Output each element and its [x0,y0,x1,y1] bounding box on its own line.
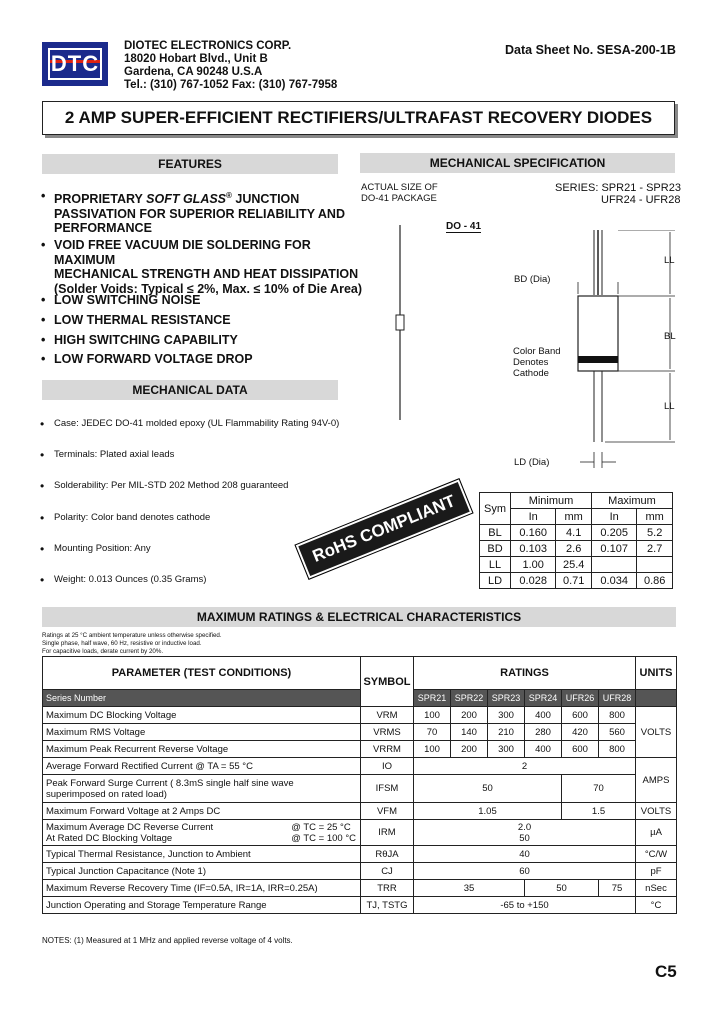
unit-cell: VOLTS [636,707,677,758]
symbol-cell: RθJA [361,846,414,863]
value-cell: 50 [525,880,599,897]
param-cell: Typical Thermal Resistance, Junction to Ambient [43,846,361,863]
series-label [555,182,681,206]
feature-text: LOW FORWARD VOLTAGE DROP [54,352,253,366]
company-name: DIOTEC ELECTRONICS CORP. [124,40,292,52]
table-cell: 0.028 [511,573,556,589]
mech-data-text: Polarity: Color band denotes cathode [54,512,211,523]
value-cell: 1.05 [414,803,562,820]
feature-item-2 [41,238,364,296]
ratings-note-line: Single phase, half wave, 60 Hz, resistive or inductive load. [42,640,202,647]
color-band-note [513,346,561,379]
col-symbol-header: SYMBOL [361,657,414,707]
mech-data-item [40,542,151,556]
feature-text: PERFORMANCE [54,221,152,236]
param-cell [43,820,361,846]
footnote: NOTES: (1) Measured at 1 MHz and applied reverse voltage of 4 volts. [42,936,293,945]
param-line: superimposed on rated load) [46,788,167,800]
value-cell: -65 to +150 [414,897,636,914]
dim-header-min: Minimum [511,493,592,509]
band-note-line: Cathode [513,368,549,379]
ratings-notes [42,632,222,656]
symbol-cell: VRM [361,707,414,724]
mech-data-text: Mounting Position: Any [54,543,151,554]
symbol-cell: TRR [361,880,414,897]
value-cell: 210 [488,724,525,741]
page-title: 2 AMP SUPER-EFFICIENT RECTIFIERS/ULTRAFAST RECOVERY DIODES [42,101,675,135]
symbol-cell: CJ [361,863,414,880]
feature-item-6 [41,352,253,367]
rohs-compliant-badge: RoHS COMPLIANT [296,479,473,578]
dim-unit-in: In [511,509,556,525]
param-cell: Average Forward Rectified Current @ TA = 55 °C [43,758,361,775]
address-line-1: 18020 Hobart Blvd., Unit B [124,53,268,65]
value-cell: 600 [562,741,599,758]
feature-text: MECHANICAL STRENGTH AND HEAT DISSIPATION [54,267,359,281]
symbol-cell: IRM [361,820,414,846]
series-blank-cell [636,690,677,707]
col-units-header: UNITS [636,657,677,690]
feature-text: (Solder Voids: Typical ≤ 2%, Max. ≤ 10% of Die Area) [54,281,363,296]
series-number-label: Series Number [43,690,361,707]
feature-text-italic: SOFT GLASS [146,192,227,207]
col-param-header: PARAMETER (TEST CONDITIONS) [43,657,361,690]
table-cell: 0.034 [592,573,637,589]
symbol-cell: VFM [361,803,414,820]
bullet-icon: • [41,189,46,203]
dim-unit-mm: mm [637,509,673,525]
mech-data-text: Solderability: Per MIL-STD 202 Method 208 guaranteed [54,480,289,491]
bullet-icon: • [40,511,45,525]
mech-data-item [40,573,207,587]
series-range-2: UFR24 - UFR28 [601,194,681,206]
bullet-icon: • [40,448,45,462]
param-cell: Maximum RMS Voltage [43,724,361,741]
dim-header-max: Maximum [592,493,673,509]
feature-item-4 [41,313,231,328]
table-row [480,573,673,589]
mech-data-item [40,417,340,431]
bullet-icon: • [40,417,45,431]
unit-cell: µA [636,820,677,846]
mech-data-text: Case: JEDEC DO-41 molded epoxy (UL Flammability Rating 94V-0) [54,418,340,429]
bullet-icon: • [41,333,46,347]
value-cell: 50 [414,775,562,803]
series-cell: UFR26 [562,690,599,707]
table-cell: 2.7 [637,541,673,557]
dim-unit-mm: mm [556,509,592,525]
param-cell: Maximum DC Blocking Voltage [43,707,361,724]
bullet-icon: • [41,313,46,327]
value-cell: 140 [451,724,488,741]
actual-size-diode-icon [390,225,415,425]
address-line-2: Gardena, CA 90248 U.S.A [124,66,263,78]
table-cell: LD [480,573,511,589]
mechanical-data-heading: MECHANICAL DATA [42,380,338,400]
param-cell: Maximum Peak Recurrent Reverse Voltage [43,741,361,758]
feature-text: PROPRIETARY [54,192,147,207]
bullet-icon: • [41,238,46,252]
feature-item-5 [41,333,238,348]
mech-data-text: Weight: 0.013 Ounces (0.35 Grams) [54,574,207,585]
table-cell: 5.2 [637,525,673,541]
symbol-cell: IO [361,758,414,775]
page-id: C5 [655,962,677,981]
table-cell [637,557,673,573]
value-cell: 70 [414,724,451,741]
unit-cell: AMPS [636,758,677,803]
table-row [43,724,677,741]
unit-cell: pF [636,863,677,880]
registered-mark: ® [226,191,232,200]
table-cell: BL [480,525,511,541]
symbol-cell: VRMS [361,724,414,741]
table-cell: LL [480,557,511,573]
symbol-cell: TJ, TSTG [361,897,414,914]
unit-cell: VOLTS [636,803,677,820]
param-line: At Rated DC Blocking Voltage [46,832,173,844]
bullet-icon: • [40,542,45,556]
company-logo [42,42,108,86]
unit-cell: nSec [636,880,677,897]
value-cell: 75 [599,880,636,897]
series-cell: SPR21 [414,690,451,707]
value-cell: 200 [451,707,488,724]
table-row [480,557,673,573]
param-cell: Maximum Forward Voltage at 2 Amps DC [43,803,361,820]
table-row [43,846,677,863]
value-cell: 40 [414,846,636,863]
package-text: DO-41 PACKAGE [361,193,437,204]
value-cell: 300 [488,741,525,758]
table-cell: 0.71 [556,573,592,589]
table-cell: 0.205 [592,525,637,541]
value-cell: 400 [525,707,562,724]
table-cell: 0.107 [592,541,637,557]
series-caption: SERIES: [555,182,599,194]
table-cell: 4.1 [556,525,592,541]
value-cell: 100 [414,707,451,724]
ratings-note-line: For capacitive loads, derate current by 20%. [42,648,164,655]
table-row [480,525,673,541]
table-row [43,863,677,880]
table-row [43,758,677,775]
param-cell: Typical Junction Capacitance (Note 1) [43,863,361,880]
table-row [43,820,677,846]
table-row [43,707,677,724]
col-ratings-header: RATINGS [414,657,636,690]
value-cell: 600 [562,707,599,724]
series-cell: SPR24 [525,690,562,707]
mechanical-spec-heading: MECHANICAL SPECIFICATION [360,153,675,173]
dim-header-sym: Sym [480,493,511,525]
value-cell: 35 [414,880,525,897]
mech-data-item [40,511,211,525]
table-row [43,897,677,914]
condition-line: @ TC = 25 °C [291,822,351,833]
condition-line: @ TC = 100 °C [291,833,356,844]
table-cell: 1.00 [511,557,556,573]
feature-text: PASSIVATION FOR SUPERIOR RELIABILITY AND [54,206,345,221]
irm-conditions [291,822,356,844]
feature-text: HIGH SWITCHING CAPABILITY [54,333,238,347]
value-cell: 560 [599,724,636,741]
unit-cell: °C/W [636,846,677,863]
value-cell: 100 [414,741,451,758]
mech-data-item [40,479,289,493]
bl-label: BL [664,331,676,342]
feature-text: LOW SWITCHING NOISE [54,293,201,307]
datasheet-number: Data Sheet No. SESA-200-1B [505,43,676,57]
band-note-line: Denotes [513,357,549,368]
param-line: Maximum Average DC Reverse Current [46,821,214,833]
series-range-1: SPR21 - SPR23 [601,182,681,194]
ll-top-label: LL [664,255,675,266]
features-heading: FEATURES [42,154,338,174]
value-cell: 400 [525,741,562,758]
unit-cell: °C [636,897,677,914]
company-address [124,40,337,92]
feature-item-3 [41,293,201,308]
table-cell: BD [480,541,511,557]
table-cell: 0.160 [511,525,556,541]
mech-data-item [40,448,175,462]
table-cell: 25.4 [556,557,592,573]
table-row [43,775,677,803]
ratings-note-line: Ratings at 25 °C ambient temperature unless otherwise specified. [42,632,222,639]
symbol-cell: VRRM [361,741,414,758]
value-cell: 60 [414,863,636,880]
package-name: DO - 41 [446,221,482,232]
ll-bottom-label: LL [664,401,675,412]
table-row [43,741,677,758]
symbol-cell: IFSM [361,775,414,803]
table-cell: 2.6 [556,541,592,557]
value-cell: 420 [562,724,599,741]
table-row [480,541,673,557]
value-cell: 300 [488,707,525,724]
series-cell: UFR28 [599,690,636,707]
mech-data-text: Terminals: Plated axial leads [54,449,175,460]
actual-size-text: ACTUAL SIZE OF [361,182,438,193]
band-note-line: Color Band [513,346,561,357]
bullet-icon: • [41,352,46,366]
value-cell: 800 [599,707,636,724]
ratings-table [42,656,677,914]
series-cell: SPR22 [451,690,488,707]
table-row [43,880,677,897]
value-cell: 800 [599,741,636,758]
value-line: 50 [519,832,530,844]
value-line: 2.0 [517,821,532,833]
feature-text: JUNCTION [231,192,300,207]
logo-text: DTC [50,51,100,76]
bullet-icon: • [40,573,45,587]
table-cell: 0.103 [511,541,556,557]
table-row [43,803,677,820]
series-cell: SPR23 [488,690,525,707]
value-cell: 1.5 [562,803,636,820]
table-cell: 0.86 [637,573,673,589]
value-cell: 70 [562,775,636,803]
value-cell: 200 [451,741,488,758]
param-cell [43,775,361,803]
actual-size-label [361,182,438,204]
dim-unit-in: In [592,509,637,525]
ratings-heading: MAXIMUM RATINGS & ELECTRICAL CHARACTERISTICS [42,607,676,627]
phone-line: Tel.: (310) 767-1052 Fax: (310) 767-7958 [124,79,338,91]
bullet-icon: • [41,293,46,307]
table-row [43,657,677,690]
series-row [43,690,677,707]
feature-text: VOID FREE VACUUM DIE SOLDERING FOR MAXIMUM [54,238,311,267]
dimension-table [479,492,673,589]
bd-label: BD (Dia) [514,274,551,285]
param-cell: Junction Operating and Storage Temperature Range [43,897,361,914]
feature-item-1 [41,189,354,236]
ld-label: LD (Dia) [514,457,550,468]
param-cell: Maximum Reverse Recovery Time (IF=0.5A, IR=1A, IRR=0.25A) [43,880,361,897]
param-line: Peak Forward Surge Current ( 8.3mS single half sine wave [46,777,294,789]
value-cell: 280 [525,724,562,741]
value-cell: 2 [414,758,636,775]
bullet-icon: • [40,479,45,493]
value-cell [414,820,636,846]
table-cell [592,557,637,573]
feature-text: LOW THERMAL RESISTANCE [54,313,231,327]
